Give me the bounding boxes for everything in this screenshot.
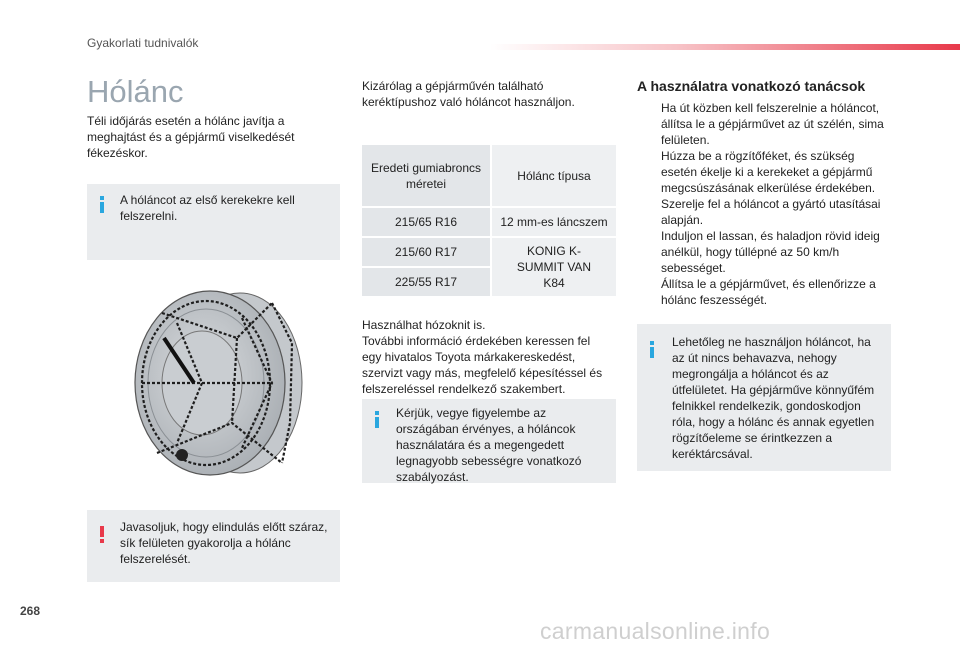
table-header: Eredeti gumiabroncs méretei [362,145,491,207]
info-alloy-text: Lehetőleg ne használjon hóláncot, ha az út nincs behavazva, nehogy megrongálja a hóláncot és az útfelületet. Ha gépjárműve könnyűfém felnikkel rendelkezik, gondoskodjon róla, hogy a hólánc és annak egyetlen rögzítőeleme se érintkezzen a keréktárcsával. [672,335,875,461]
list-item: Induljon el lassan, és haladjon rövid ideig anélkül, hogy túllépné az 50 km/h sebességet. [661,229,880,275]
info-front-text: A hóláncot az első kerekekre kell felszerelni. [120,193,295,223]
intro-text: Téli időjárás esetén a hólánc javítja a meghajtást és a gépjármű viselkedését fékezéskor. [87,114,295,160]
warning-icon [100,526,104,543]
table-row [362,237,616,267]
table-cell-chain: KONIG K-SUMMIT VAN K84 [491,237,616,297]
snow-chain-tire-illustration [122,283,312,483]
usage-tips-list [640,100,890,308]
info-icon [100,196,104,213]
watermark: carmanualsonline.info [540,618,771,644]
warning-box-practice [87,510,340,582]
header-accent-bar [490,44,960,50]
page-title: Hólánc [87,74,184,109]
table-cell-size: 215/65 R16 [362,207,491,237]
list-item: Állítsa le a gépjárművet, és ellenőrizze a hólánc feszességét. [661,277,876,307]
table-cell-size: 215/60 R17 [362,237,491,267]
info-regulations-text: Kérjük, vegye figyelembe az országában érvényes, a hóláncok használatára és a megengedett legnagyobb sebességre vonatkozó szabályozást. [396,406,582,484]
table-header-row [362,145,616,207]
info-box-alloy-wheels [637,324,891,471]
table-header: Hólánc típusa [491,145,616,207]
page-number: 268 [20,604,41,618]
list-item: Ha út közben kell felszerelnie a hóláncot, állítsa le a gépjárművet az út szélén, sima felületen. [661,101,884,147]
list-item: Szerelje fel a hóláncot a gyártó utasításai alapján. [661,197,881,227]
info-box-front-wheels [87,184,340,260]
more-info-text: További információ érdekében keressen fel egy hivatalos Toyota márkakereskedést, szervizt vagy más, megfelelő képesítéssel és felszereléssel rendelkező szakembert. [362,334,603,396]
usage-tips-heading: A használatra vonatkozó tanácsok [637,78,866,94]
table-cell-size: 225/55 R17 [362,267,491,297]
section-header: Gyakorlati tudnivalók [87,36,199,50]
snow-chain-table [362,145,616,298]
info-icon [650,341,654,358]
list-item: Húzza be a rögzítőféket, és szükség esetén ékelje ki a kerekeket a gépjármű megcsúszásának elkerülése érdekében. [661,149,876,195]
table-cell-chain: 12 mm-es láncszem [491,207,616,237]
warning-practice-text: Javasoljuk, hogy elindulás előtt száraz, sík felületen gyakorolja a hólánc felszerelését. [120,520,328,566]
info-box-regulations [362,399,616,483]
info-icon [375,411,379,428]
chain-type-lead: Kizárólag a gépjárművén található keréktípushoz való hóláncot használjon. [362,79,575,109]
table-row [362,207,616,237]
studs-text: Használhat hózoknit is. [362,318,486,332]
